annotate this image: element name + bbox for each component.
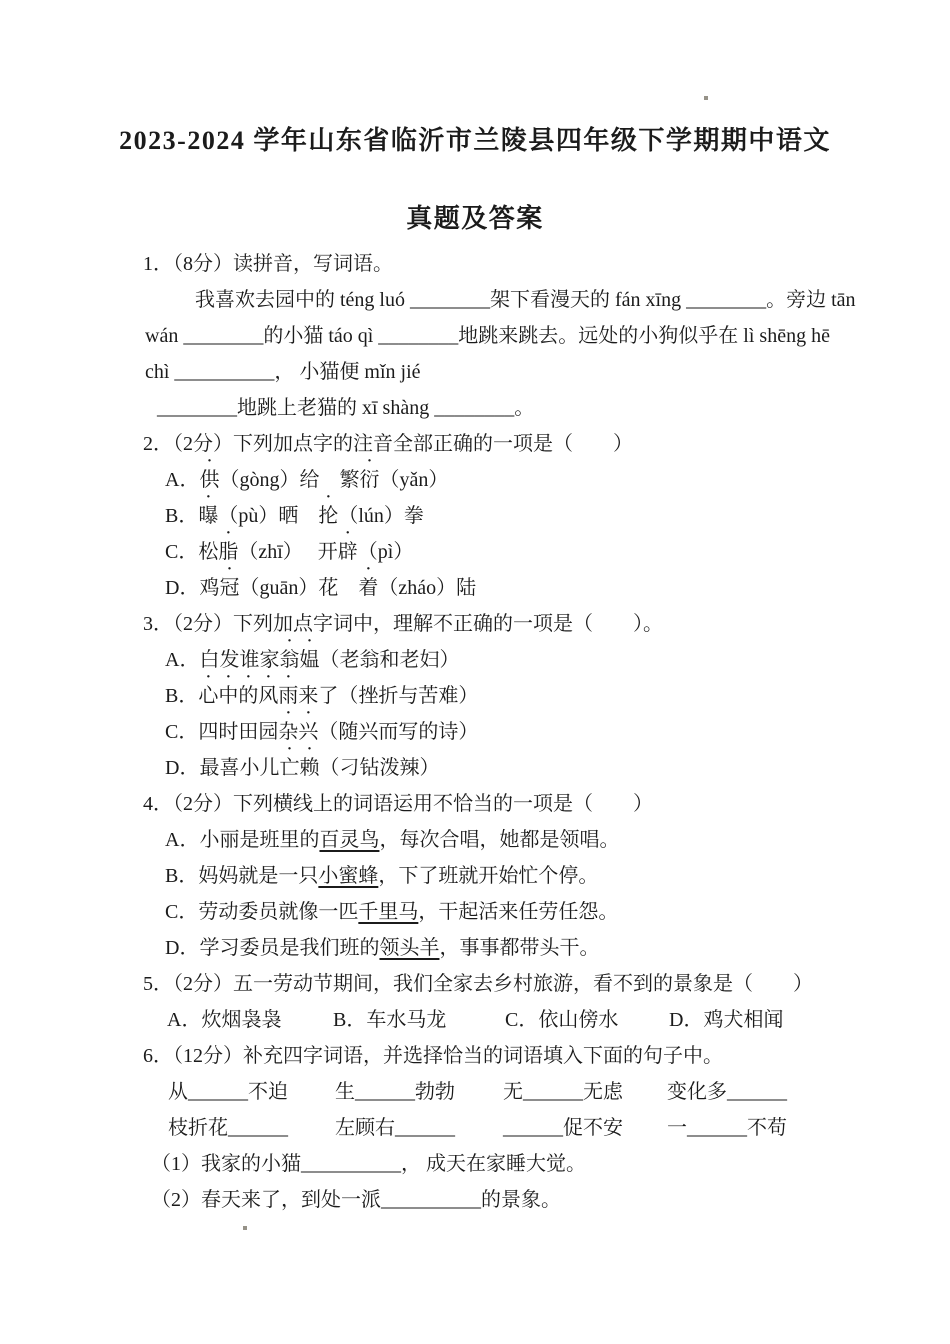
underlined-word: 领头羊 xyxy=(379,937,440,959)
option-item: 无______无虑 xyxy=(503,1081,623,1103)
text-segment: A．白发谁家 xyxy=(165,649,280,671)
emphasized-char: 风 xyxy=(258,685,279,707)
question-1-line-3 xyxy=(143,354,913,390)
text-segment: 来了（挫折与苦难） xyxy=(298,685,479,707)
text-segment: （pù）晒 xyxy=(218,505,319,527)
question-3-line-1 xyxy=(143,642,913,678)
option-item: D．鸡犬相闻 xyxy=(669,1009,784,1031)
question-5 xyxy=(143,966,913,1038)
text-segment: （zhī） 开 xyxy=(238,541,338,563)
text-segment: （老翁和老妇） xyxy=(319,649,460,671)
scan-speck xyxy=(243,1226,247,1230)
emphasized-char: 脂 xyxy=(218,541,239,563)
question-6-header: 6．（12分）补充四字词语，并选择恰当的词语填入下面的句子中。 xyxy=(143,1045,723,1067)
emphasized-char: 亡 xyxy=(279,757,300,779)
emphasized-char: 辟 xyxy=(337,541,358,563)
question-3-line-3 xyxy=(143,714,913,750)
question-6 xyxy=(143,1038,913,1218)
text-segment: ，事事都带头干。 xyxy=(439,937,600,959)
text-segment: wán ________的小猫 táo qì ________地跳来跳去。远处的小狗似乎在 lì shēng hē xyxy=(145,325,830,347)
text-segment: D．鸡 xyxy=(165,577,220,599)
question-4-line-1 xyxy=(143,822,913,858)
question-2-line-3 xyxy=(143,534,913,570)
question-2-line-4 xyxy=(143,570,913,606)
text-segment: A．小丽是班里的 xyxy=(165,829,320,851)
text-segment: （yǎn） xyxy=(379,469,449,491)
text-segment: C．劳动委员就像一匹 xyxy=(165,901,359,923)
emphasized-char: 着 xyxy=(358,577,379,599)
question-4-line-2 xyxy=(143,858,913,894)
underlined-word: 小蜜蜂 xyxy=(318,865,379,887)
text-segment: （1）我家的小猫__________， 成天在家睡大觉。 xyxy=(151,1153,586,1175)
option-item: 枝折花______ xyxy=(168,1117,288,1139)
emphasized-char: 衍 xyxy=(359,469,380,491)
question-5-header: 5．（2分）五一劳动节期间，我们全家去乡村旅游，看不到的景象是（ ） xyxy=(143,973,813,995)
text-segment: ，干起活来任劳任怨。 xyxy=(418,901,619,923)
page-title-line-1: 2023-2024 学年山东省临沂市兰陵县四年级下学期期中语文 xyxy=(119,126,831,155)
text-segment: ，下了班就开始忙个停。 xyxy=(378,865,599,887)
question-5-line-1 xyxy=(143,1002,913,1038)
emphasized-char: 中 xyxy=(218,685,239,707)
option-item: 一______不苟 xyxy=(667,1117,787,1139)
text-segment: D．学习委员是我们班的 xyxy=(165,937,380,959)
emphasized-char: 的 xyxy=(238,685,259,707)
question-6-line-3 xyxy=(143,1146,913,1182)
question-3-header: 3．（2分）下列加点字词中，理解不正确的一项是（ ）。 xyxy=(143,613,663,635)
question-3 xyxy=(143,606,913,786)
emphasized-char: 杂 xyxy=(278,721,299,743)
text-segment: C．四时田园 xyxy=(165,721,279,743)
question-2-header: 2．（2分）下列加点字的注音全部正确的一项是（ ） xyxy=(143,433,633,455)
question-2-line-2 xyxy=(143,498,913,534)
text-segment: ________地跳上老猫的 xī shàng ________。 xyxy=(157,397,535,419)
question-4-line-4 xyxy=(143,930,913,966)
text-segment: （guān）花 xyxy=(239,577,359,599)
text-segment: A． xyxy=(165,469,200,491)
text-segment: B．妈妈就是一只 xyxy=(165,865,319,887)
scan-speck xyxy=(704,96,708,100)
question-1-line-1 xyxy=(143,282,913,318)
questions-body xyxy=(143,246,913,1218)
option-item: 从______不迫 xyxy=(168,1081,288,1103)
question-1-line-2 xyxy=(143,318,913,354)
emphasized-char: 冠 xyxy=(219,577,240,599)
emphasized-char: 赖 xyxy=(299,757,320,779)
option-item: B．车水马龙 xyxy=(333,1009,447,1031)
option-item: 生______勃勃 xyxy=(335,1081,455,1103)
question-1 xyxy=(143,246,913,426)
emphasized-char: 翁 xyxy=(279,649,300,671)
question-3-line-2 xyxy=(143,678,913,714)
question-6-line-4 xyxy=(143,1182,913,1218)
underlined-word: 百灵鸟 xyxy=(319,829,380,851)
option-item: A．炊烟袅袅 xyxy=(167,1009,282,1031)
question-2-line-1 xyxy=(143,462,913,498)
text-segment: ，每次合唱，她都是领唱。 xyxy=(379,829,620,851)
question-1-header: 1．（8分）读拼音，写词语。 xyxy=(143,253,393,275)
text-segment: （2）春天来了，到处一派__________的景象。 xyxy=(151,1189,561,1211)
question-4 xyxy=(143,786,913,966)
option-item: C．依山傍水 xyxy=(505,1009,619,1031)
question-6-line-2 xyxy=(143,1110,913,1146)
question-4-line-3 xyxy=(143,894,913,930)
text-segment: 我喜欢去园中的 téng luó ________架下看漫天的 fán xīng ________。旁边 tān xyxy=(195,289,856,311)
text-segment: （刁钻泼辣） xyxy=(319,757,440,779)
question-6-line-1 xyxy=(143,1074,913,1110)
text-segment: （pì） xyxy=(357,541,414,563)
text-segment: （lún）拳 xyxy=(338,505,424,527)
emphasized-char: 媪 xyxy=(299,649,320,671)
emphasized-char: 兴 xyxy=(298,721,319,743)
emphasized-char: 心 xyxy=(198,685,219,707)
question-4-header: 4．（2分）下列横线上的词语运用不恰当的一项是（ ） xyxy=(143,793,653,815)
underlined-word: 千里马 xyxy=(358,901,419,923)
option-item: 左顾右______ xyxy=(335,1117,455,1139)
text-segment: B． xyxy=(165,685,199,707)
question-3-line-4 xyxy=(143,750,913,786)
text-segment: D．最喜小儿 xyxy=(165,757,280,779)
page-title-line-2: 真题及答案 xyxy=(406,204,544,233)
text-segment: （zháo）陆 xyxy=(378,577,477,599)
option-item: 变化多______ xyxy=(667,1081,787,1103)
text-segment: （gòng）给 繁 xyxy=(219,469,360,491)
option-item: ______促不安 xyxy=(503,1117,623,1139)
text-segment: （随兴而写的诗） xyxy=(318,721,479,743)
question-2 xyxy=(143,426,913,606)
emphasized-char: 抡 xyxy=(318,505,339,527)
emphasized-char: 曝 xyxy=(198,505,219,527)
text-segment: C．松 xyxy=(165,541,219,563)
emphasized-char: 供 xyxy=(199,469,220,491)
text-segment: B． xyxy=(165,505,199,527)
text-segment: chì __________， 小猫便 mǐn jié xyxy=(145,361,421,383)
question-1-line-4 xyxy=(143,390,913,426)
emphasized-char: 雨 xyxy=(278,685,299,707)
